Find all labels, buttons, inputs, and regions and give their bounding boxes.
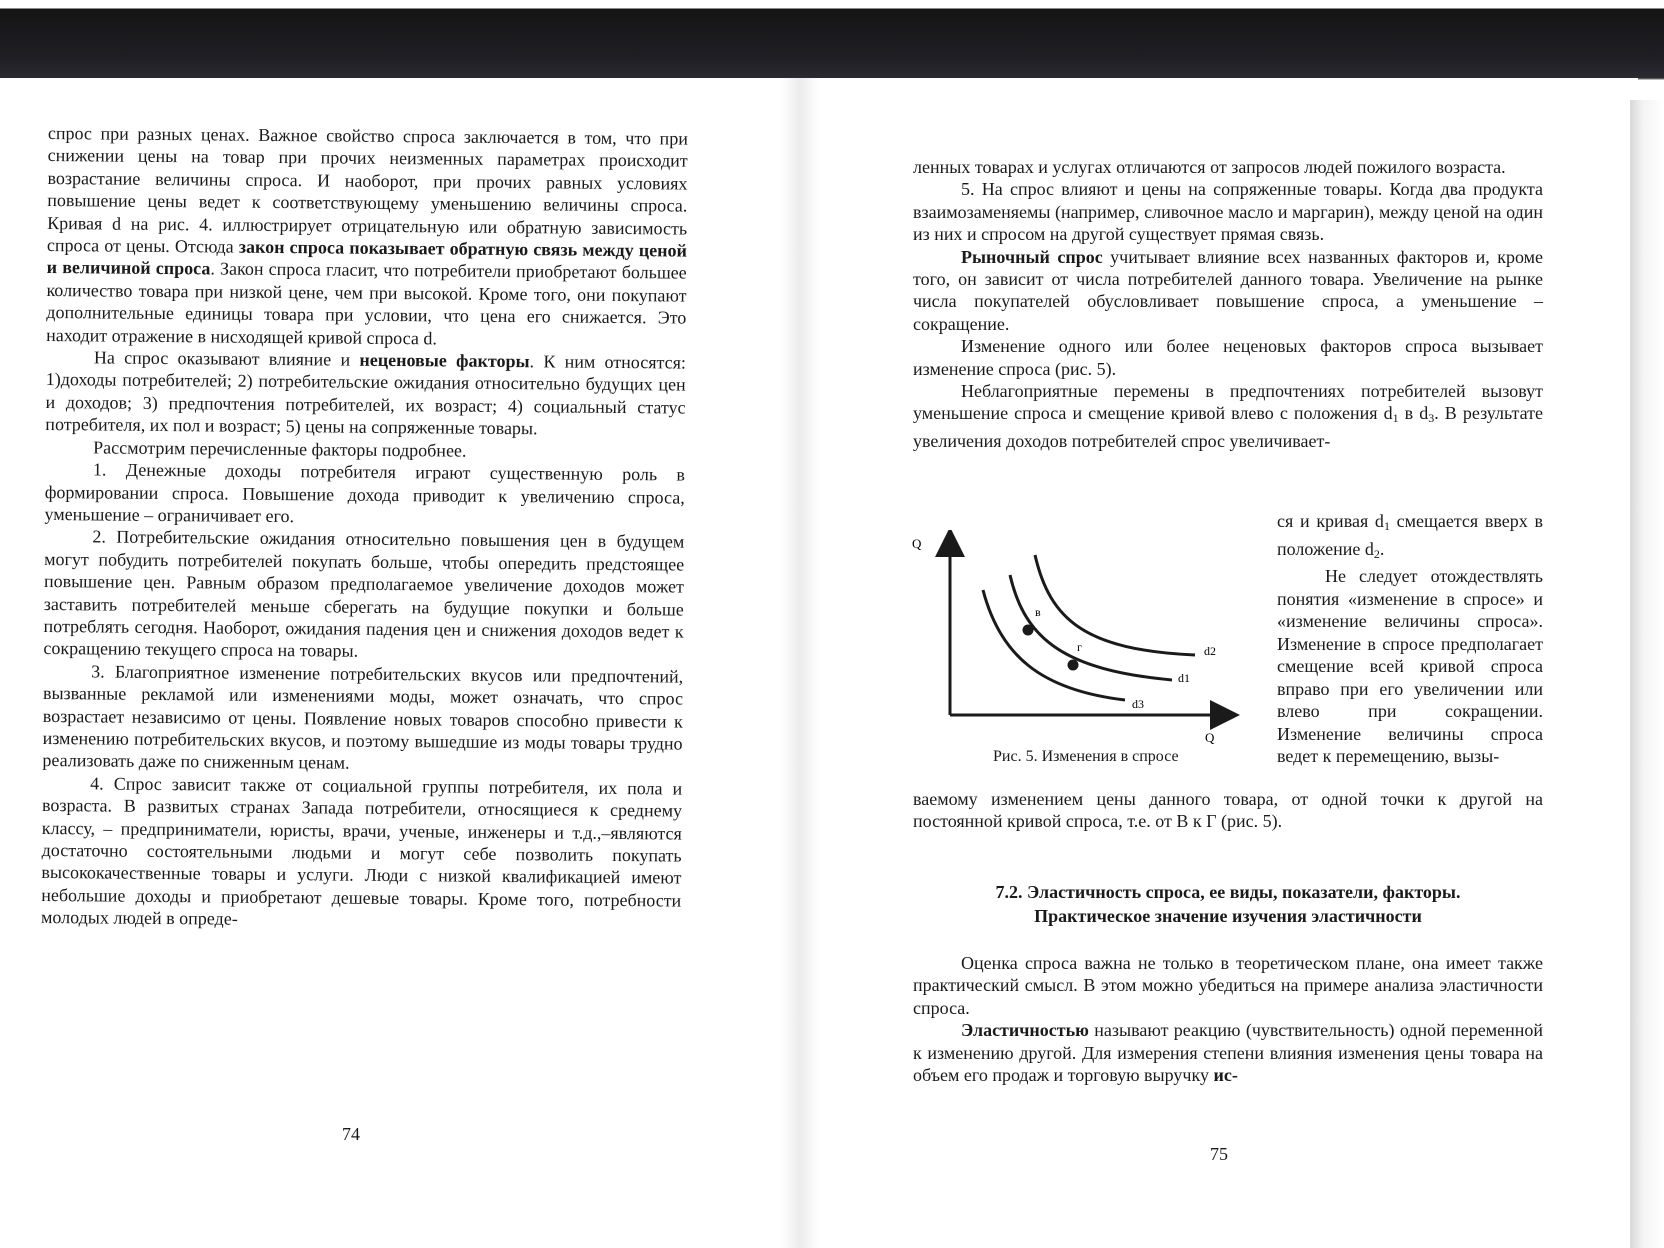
paragraph: ваемому изменением цены данного товара, от одной точки к другой на постоянной кривой спроса, т.е. от В к Г (рис. 5). — [913, 789, 1543, 832]
paragraph: спрос при разных ценах. Важное свойство спроса заключается в том, что при снижении цены на товар при прочих неизменных параметрах происходит возрастание величины спроса. И наоборот, при прочих равных условиях повышение цены ведет к соответствующему уменьшению величины спроса. Кривая d на рис. 4. иллюстрирует отрицательную или обратную зависимость спроса от цены. Отсюда закон спроса показывает обратную связь между ценой и величиной спроса. Закон спроса гласит, что потребители приобретают большее количество товара при низкой цене, чем при высокой. Кроме того, они покупают дополнительные единицы товара при условии, что цена его снижается. Это находит отражение в нисходящей кривой спроса d. — [46, 122, 688, 349]
curve-d1 — [1010, 575, 1172, 680]
paragraph: 5. На спрос влияют и цены на сопряженные товары. Когда два продукта взаимозаменяемы (например, сливочное масло и маргарин), между ценой на один из них и спросом на другой существует прямая связь. — [913, 179, 1543, 245]
paragraph: ся и кривая $d_1$ смещается вверх в положение $d_2$. — [1277, 511, 1543, 561]
figure-side-text — [1277, 510, 1543, 768]
paragraph: 3. Благоприятное изменение потребительских вкусов или предпочтений, вызванные рекламой или изменениями моды, может означать, что спрос возрастает независимо от цены. Появление новых товаров способно привести к изменению потребительских вкусов, и поэтому вышедшие из моды товары трудно реализовать даже по сниженным ценам. — [42, 661, 684, 774]
left-page-text — [41, 122, 688, 934]
paragraph: На спрос оказывают влияние и неценовые факторы. К ним относятся: 1)доходы потребителей; 2) потребительские ожидания относительно будущих цен и доходов; 3) предпочтения потребителей, их возраст; 4) социальный статус потребителя, их пол и возраст; 5) цены на сопряженные товары. — [45, 347, 687, 439]
book-top-edge — [0, 0, 1664, 80]
page-number-left: 74 — [342, 1124, 360, 1144]
paragraph: 2. Потребительские ожидания относительно повышения цен в будущем могут побудить потребителей покупать больше, чтобы опередить предстоящее повышение цен. Равным образом предполагаемое увеличение доходов может заставить потребителей меньше сберегать на будущие покупки и больше потреблять сегодня. Наоборот, ожидания падения цен и снижения доходов ведет к сокращению текущего спроса на товары. — [43, 526, 685, 662]
right-page-text-bottom — [913, 952, 1543, 1086]
page-number-right: 75 — [1210, 1144, 1228, 1164]
curve-label: d1 — [1178, 671, 1190, 685]
paragraph: 4. Спрос зависит также от социальной группы потребителя, их пола и возраста. В развитых странах Запада потребители, относящиеся к среднему классу, – предприниматели, юристы, врачи, ученые, инженеры и т.д.,–являются достаточно состоятельными людьми и могут себе позволить покупать высококачественные товары и услуги. Люди с низкой квалификацией имеют небольшие доходы и приобретают дешевые товары. Кроме того, потребности молодых людей в опреде- — [40, 773, 683, 929]
y-axis-label: Q — [912, 536, 922, 551]
demand-shift-figure — [910, 530, 1240, 780]
section-heading — [913, 880, 1543, 928]
paragraph: 1. Денежные доходы потребителя играют существенную роль в формировании спроса. Повышение дохода приводит к увеличению спроса, уменьшение – ограничивает его. — [44, 459, 686, 527]
paragraph: Изменение одного или более неценовых факторов спроса вызывает изменение спроса (рис. 5). — [913, 336, 1543, 379]
paragraph: Неблагоприятные перемены в предпочтениях потребителей вызовут уменьшение спроса и смещение кривой влево с положения $d_1$ в $d_3$. В результате увеличения доходов потребителей спрос увеличивает- — [913, 381, 1543, 451]
page-edge — [1630, 100, 1664, 1248]
paragraph: Эластичностью называют реакцию (чувствительность) одной переменной к изменению другой. Для измерения степени влияния изменения цены товара на объем его продаж и торговую выручку ис- — [913, 1020, 1543, 1086]
book-gutter — [780, 78, 820, 1248]
paragraph: Оценка спроса важна не только в теоретическом плане, она имеет также практический смысл. В этом можно убедиться на примере анализа эластичности спроса. — [913, 953, 1543, 1018]
figure-caption: Рис. 5. Изменения в спросе — [993, 748, 1179, 765]
paragraph: Не следует отождествлять понятия «изменение в спросе» и «изменение величины спроса». Изменение в спросе предполагает смещение всей кривой спроса вправо при его увеличении или влево при сокращении. Изменение величины спроса ведет к перемещению, вызы- — [1277, 566, 1543, 766]
right-page-text-middle — [913, 788, 1543, 833]
point-label: в — [1035, 605, 1041, 619]
x-axis-label: Q — [1205, 730, 1215, 745]
paragraph: Рассмотрим перечисленные факторы подробнее. — [93, 437, 467, 461]
point-g — [1068, 660, 1079, 671]
curve-label: d2 — [1204, 644, 1216, 658]
paragraph: Рыночный спрос учитывает влияние всех названных факторов и, кроме того, он зависит от числа потребителей данного товара. Увеличение на рынке числа покупателей обусловливает повышение спроса, а уменьшение – сокращение. — [913, 246, 1543, 334]
heading-line: Практическое значение изучения эластичности — [1034, 906, 1422, 926]
point-v — [1023, 625, 1034, 636]
paragraph: ленных товарах и услугах отличаются от запросов людей пожилого возраста. — [913, 157, 1506, 177]
curve-label: d3 — [1132, 697, 1144, 711]
right-page-text-top — [913, 156, 1543, 452]
point-label: г — [1077, 640, 1082, 654]
curve-d2 — [1035, 555, 1195, 655]
heading-line: 7.2. Эластичность спроса, ее виды, показатели, факторы. — [995, 882, 1461, 902]
